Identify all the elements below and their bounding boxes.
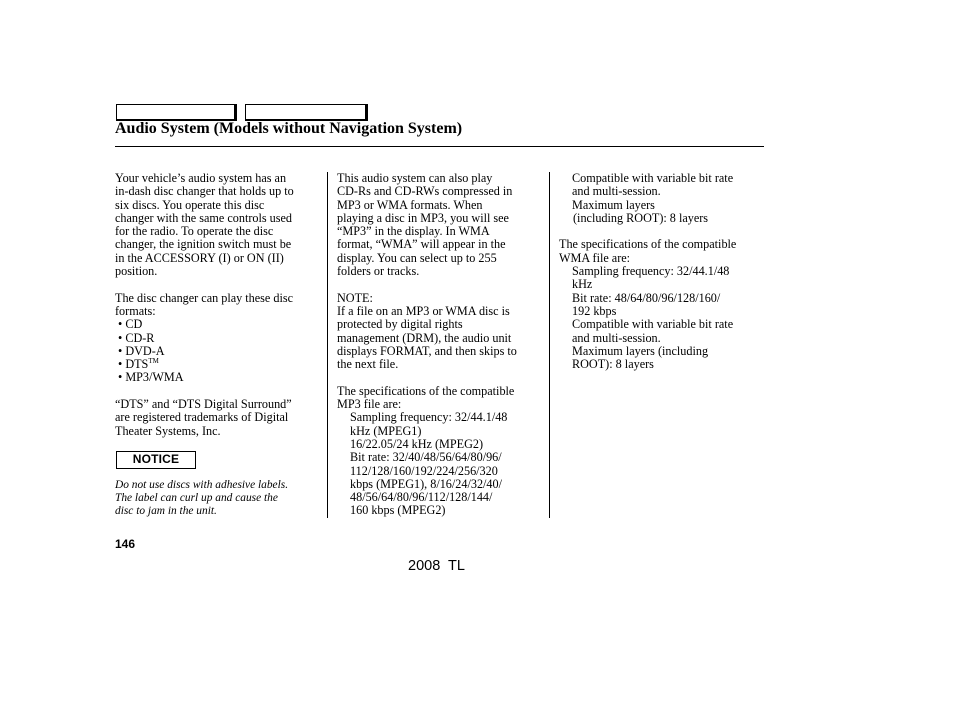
text-line: playing a disc in MP3, you will see [337,210,509,225]
text-line: formats: [115,303,156,318]
mp3-spec-block [337,385,545,518]
spec-line: 160 kbps (MPEG2) [350,503,446,518]
spec-line: and multi-session. [572,330,661,345]
text-line: are registered trademarks of Digital [115,410,289,425]
notice-text [115,479,288,518]
note-block [337,292,545,372]
note-heading: NOTE: [337,290,373,305]
spec-line: kHz (MPEG1) [350,423,422,438]
text-line: changer, the ignition switch must be [115,237,292,252]
text-line: six discs. You operate this disc [115,197,265,212]
text-line: in the ACCESSORY (I) or ON (II) [115,250,284,265]
spec-line: and multi-session. [572,184,661,199]
list-item: • MP3/WMA [118,370,184,385]
format-list [115,318,323,384]
text-line: Your vehicle’s audio system has an [115,171,287,185]
list-item: • CD [118,317,143,332]
text-line: position. [115,264,158,279]
spec-line: ROOT): 8 layers [572,357,654,372]
text-line: CD-Rs and CD-RWs compressed in [337,184,513,199]
trademark-paragraph [115,398,323,438]
text-line: disc to jam in the unit. [115,504,217,517]
spec-line: Sampling frequency: 32/44.1/48 [572,264,730,279]
footer-model: 2008 TL [408,558,465,574]
mp3-spec-continued [559,172,764,225]
spec-line: 112/128/160/192/224/256/320 [350,463,498,478]
spec-line: Bit rate: 48/64/80/96/128/160/ [572,290,721,305]
text-line: changer with the same controls used [115,210,293,225]
text-line: Theater Systems, Inc. [115,423,221,438]
formats-paragraph [115,292,323,319]
text-line: The label can curl up and cause the [115,491,278,504]
text-line: in-dash disc changer that holds up to [115,184,294,199]
text-line: MP3 or WMA formats. When [337,197,483,212]
page-number: 146 [115,537,136,551]
list-item: • CD-R [118,330,155,345]
list-item [115,358,323,371]
spec-line: Compatible with variable bit rate [572,171,734,185]
spec-line: 48/56/64/80/96/112/128/144/ [350,490,493,505]
text-line: protected by digital rights [337,317,463,332]
header-tab-right [245,104,368,121]
notice-label: NOTICE [116,451,196,469]
column-divider [327,172,328,518]
column-left [115,172,323,438]
text-line: MP3 file are: [337,397,402,412]
text-line: This audio system can also play [337,171,493,185]
text-line: displays FORMAT, and then skips to [337,343,517,358]
wma-spec-block [559,238,764,371]
text-line: management (DRM), the audio unit [337,330,512,345]
column-divider [549,172,550,518]
text-line: The disc changer can play these disc [115,290,293,305]
page-title: Audio System (Models without Navigation System) [115,120,463,137]
text-line: folders or tracks. [337,264,420,279]
text-line: the next file. [337,357,399,372]
trademark-mark: TM [148,357,159,366]
list-item-label: • DTS [118,357,149,372]
text-line: “MP3” in the display. In WMA [337,224,490,239]
column-middle [337,172,545,518]
text-line: format, “WMA” will appear in the [337,237,506,252]
text-line: Do not use discs with adhesive labels. [115,479,289,491]
spec-line: 16/22.05/24 kHz (MPEG2) [350,436,484,451]
spec-line: Compatible with variable bit rate [572,317,734,332]
mp3-wma-paragraph [337,172,545,278]
spec-line: 192 kbps [572,303,617,318]
text-line: The specifications of the compatible [337,383,515,398]
text-line: If a file on an MP3 or WMA disc is [337,303,510,318]
spec-line: Sampling frequency: 32/44.1/48 [350,410,508,425]
spec-line: Bit rate: 32/40/48/56/64/80/96/ [350,450,502,465]
text-line: The specifications of the compatible [559,237,737,252]
spec-line: Maximum layers [572,197,655,212]
spec-line: Maximum layers (including [572,343,709,358]
spec-line: kHz [572,277,593,292]
text-line: “DTS” and “DTS Digital Surround” [115,397,292,412]
text-line: WMA file are: [559,250,631,265]
title-rule [115,146,764,147]
column-right [559,172,764,371]
intro-paragraph [115,172,323,278]
text-line: for the radio. To operate the disc [115,224,274,239]
list-item: • DVD-A [118,343,165,358]
spec-line: kbps (MPEG1), 8/16/24/32/40/ [350,476,503,491]
header-tab-left [116,104,237,121]
text-line: display. You can select up to 255 [337,250,497,265]
spec-line: (including ROOT): 8 layers [573,210,709,225]
